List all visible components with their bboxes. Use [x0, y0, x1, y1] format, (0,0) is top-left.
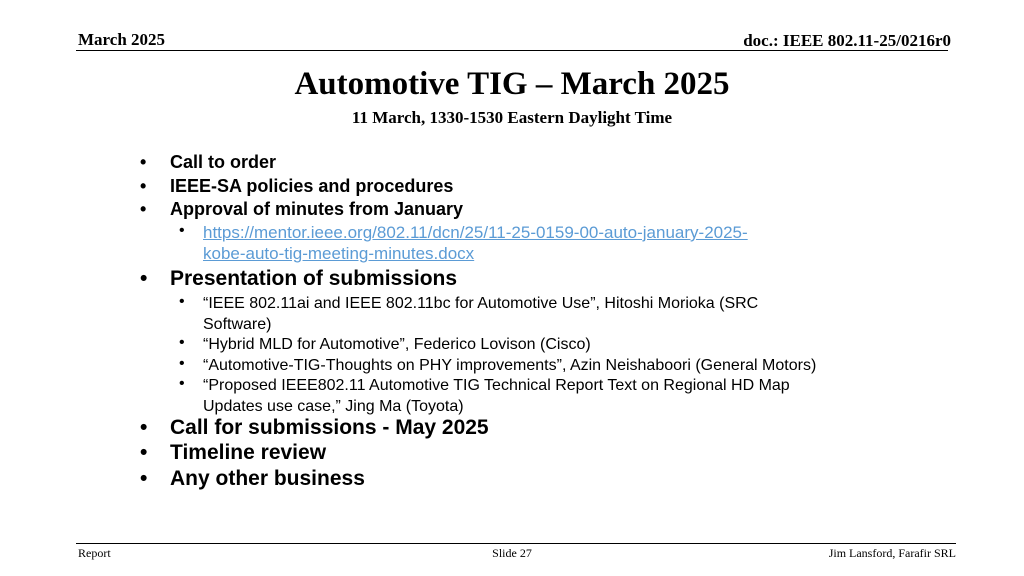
- minutes-link-line2[interactable]: kobe-auto-tig-meeting-minutes.docx: [203, 244, 475, 263]
- agenda-item-label: IEEE-SA policies and procedures: [170, 176, 454, 196]
- bullet-icon: •: [179, 355, 185, 372]
- submission-line: “Hybrid MLD for Automotive”, Federico Lovison (Cisco): [203, 336, 591, 353]
- agenda-item-label: Approval of minutes from January: [170, 199, 464, 219]
- submission-line: “Proposed IEEE802.11 Automotive TIG Technical Report Text on Regional HD Map: [203, 377, 790, 394]
- header-doc-id: doc.: IEEE 802.11-25/0216r0: [743, 31, 951, 50]
- agenda-item-label: Call to order: [170, 152, 277, 172]
- agenda-item-label: Call for submissions - May 2025: [170, 416, 489, 439]
- submission-line: “Automotive-TIG-Thoughts on PHY improvements”, Azin Neishaboori (General Motors): [203, 357, 817, 374]
- bullet-icon: •: [140, 176, 147, 196]
- bullet-icon: •: [179, 293, 185, 310]
- footer-author: Jim Lansford, Farafir SRL: [828, 546, 956, 560]
- bullet-icon: •: [179, 375, 185, 392]
- header-divider: [76, 50, 948, 51]
- agenda-item-label: Any other business: [170, 467, 365, 490]
- bullet-icon: •: [179, 222, 185, 239]
- submission-text: [203, 375, 790, 417]
- minutes-link-line1[interactable]: https://mentor.ieee.org/802.11/dcn/25/11-25-0159-00-auto-january-2025-: [203, 223, 748, 242]
- submission-line: “IEEE 802.11ai and IEEE 802.11bc for Automotive Use”, Hitoshi Morioka (SRC: [203, 295, 759, 312]
- agenda-item-label: Presentation of submissions: [170, 267, 458, 290]
- agenda-item-label: Timeline review: [170, 441, 327, 464]
- submission-text: [203, 293, 758, 335]
- bullet-icon: •: [140, 199, 147, 219]
- header-date: March 2025: [78, 30, 166, 49]
- footer-divider: [76, 543, 956, 544]
- bullet-icon: •: [140, 467, 148, 490]
- bullet-icon: •: [140, 152, 147, 172]
- slide-title: Automotive TIG – March 2025: [294, 66, 730, 102]
- bullet-icon: •: [140, 441, 148, 464]
- minutes-link[interactable]: [203, 222, 748, 264]
- bullet-icon: •: [179, 334, 185, 351]
- bullet-icon: •: [140, 267, 148, 290]
- submission-line: Updates use case,” Jing Ma (Toyota): [203, 398, 464, 415]
- submission-line: Software): [203, 316, 272, 333]
- footer-slide-number: Slide 27: [492, 546, 532, 560]
- slide-subtitle: 11 March, 1330-1530 Eastern Daylight Time: [351, 108, 673, 127]
- bullet-icon: •: [140, 416, 148, 439]
- footer-report-label: Report: [78, 546, 111, 560]
